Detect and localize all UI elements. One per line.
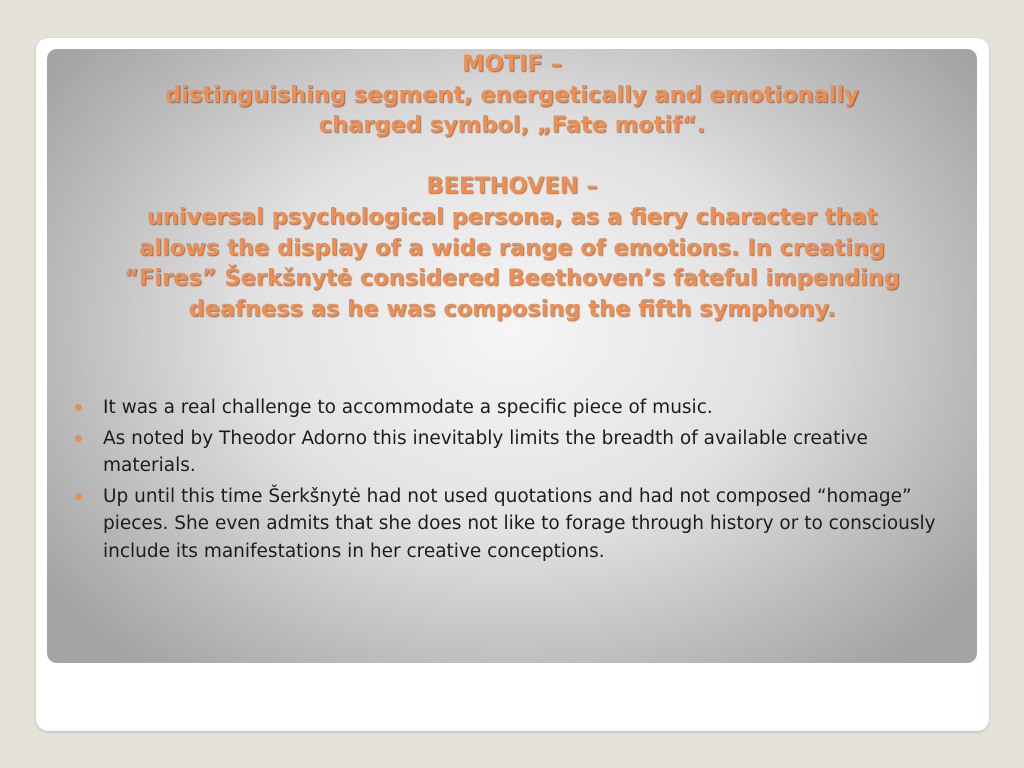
title-line: universal psychological persona, as a fiery character that	[146, 203, 878, 230]
bullet-icon	[75, 435, 82, 442]
list-item	[71, 483, 961, 566]
bullet-list	[71, 394, 961, 568]
bullet-text: As noted by Theodor Adorno this inevitably limits the breadth of available creative materials.	[103, 427, 868, 476]
title-line: MOTIF –	[462, 51, 562, 77]
title-line: “Fires” Šerkšnytė considered Beethoven’s fateful impending	[124, 265, 900, 292]
title-line: BEETHOVEN –	[426, 173, 598, 200]
list-item	[71, 425, 961, 480]
title-line: deafness as he was composing the fifth symphony.	[188, 295, 836, 322]
title-line: charged symbol, „Fate motif“.	[318, 112, 706, 139]
list-item	[71, 394, 961, 422]
bullet-icon	[75, 404, 82, 411]
slide-title	[47, 49, 977, 324]
title-line: allows the display of a wide range of emotions. In creating	[139, 234, 885, 261]
title-line: distinguishing segment, energetically and emotionally	[165, 81, 859, 108]
bullet-text: It was a real challenge to accommodate a specific piece of music.	[103, 397, 713, 418]
bullet-icon	[75, 493, 82, 500]
bullet-text: Up until this time Šerkšnytė had not used quotations and had not composed “homage” pieces. She even admits that she does not like to forage through history or to consciously include its manifestations in her creative conceptions.	[103, 485, 936, 562]
slide-panel	[47, 49, 977, 663]
title-spacer	[47, 141, 977, 172]
